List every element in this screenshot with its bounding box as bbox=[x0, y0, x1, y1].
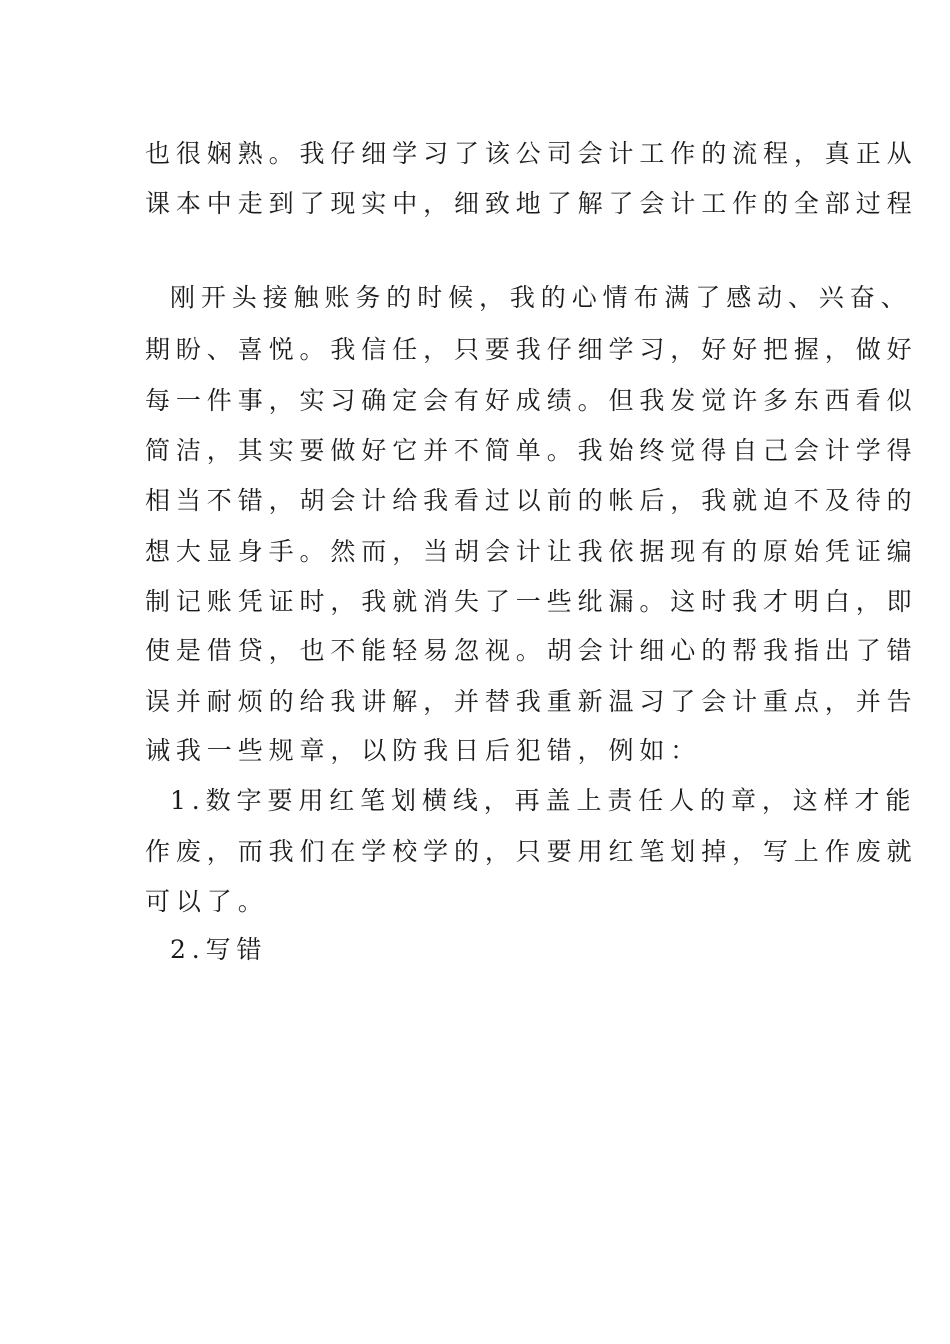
paragraph-line: 使是借贷，也不能轻易忽视。胡会计细心的帮我指出了错 bbox=[145, 636, 918, 665]
paragraph-line: 想大显身手。然而，当胡会计让我依据现有的原始凭证编 bbox=[145, 537, 918, 566]
paragraph-line: 制记账凭证时，我就消失了一些纰漏。这时我才明白，即 bbox=[145, 587, 918, 616]
list-item-line: 1.数字要用红笔划横线，再盖上责任人的章，这样才能 bbox=[170, 786, 917, 815]
paragraph-line: 简洁，其实要做好它并不简单。我始终觉得自己会计学得 bbox=[145, 436, 918, 465]
paragraph-line: 也很娴熟。我仔细学习了该公司会计工作的流程，真正从 bbox=[145, 139, 918, 168]
paragraph-line: 诫我一些规章，以防我日后犯错，例如： bbox=[145, 736, 702, 765]
paragraph-line: 课本中走到了现实中，细致地了解了会计工作的全部过程 bbox=[145, 189, 918, 218]
list-item-line: 2.写错 bbox=[170, 935, 268, 964]
paragraph-line: 相当不错，胡会计给我看过以前的帐后，我就迫不及待的 bbox=[145, 486, 918, 515]
paragraph-line: 刚开头接触账务的时候，我的心情布满了感动、兴奋、 bbox=[170, 283, 912, 312]
paragraph-line: 误并耐烦的给我讲解，并替我重新温习了会计重点，并告 bbox=[145, 687, 918, 716]
paragraph-line: 期盼、喜悦。我信任，只要我仔细学习，好好把握，做好 bbox=[145, 335, 918, 364]
paragraph-line: 每一件事，实习确定会有好成绩。但我发觉许多东西看似 bbox=[145, 386, 918, 415]
list-item-line: 可以了。 bbox=[145, 887, 269, 916]
list-item-line: 作废，而我们在学校学的，只要用红笔划掉，写上作废就 bbox=[145, 837, 918, 866]
